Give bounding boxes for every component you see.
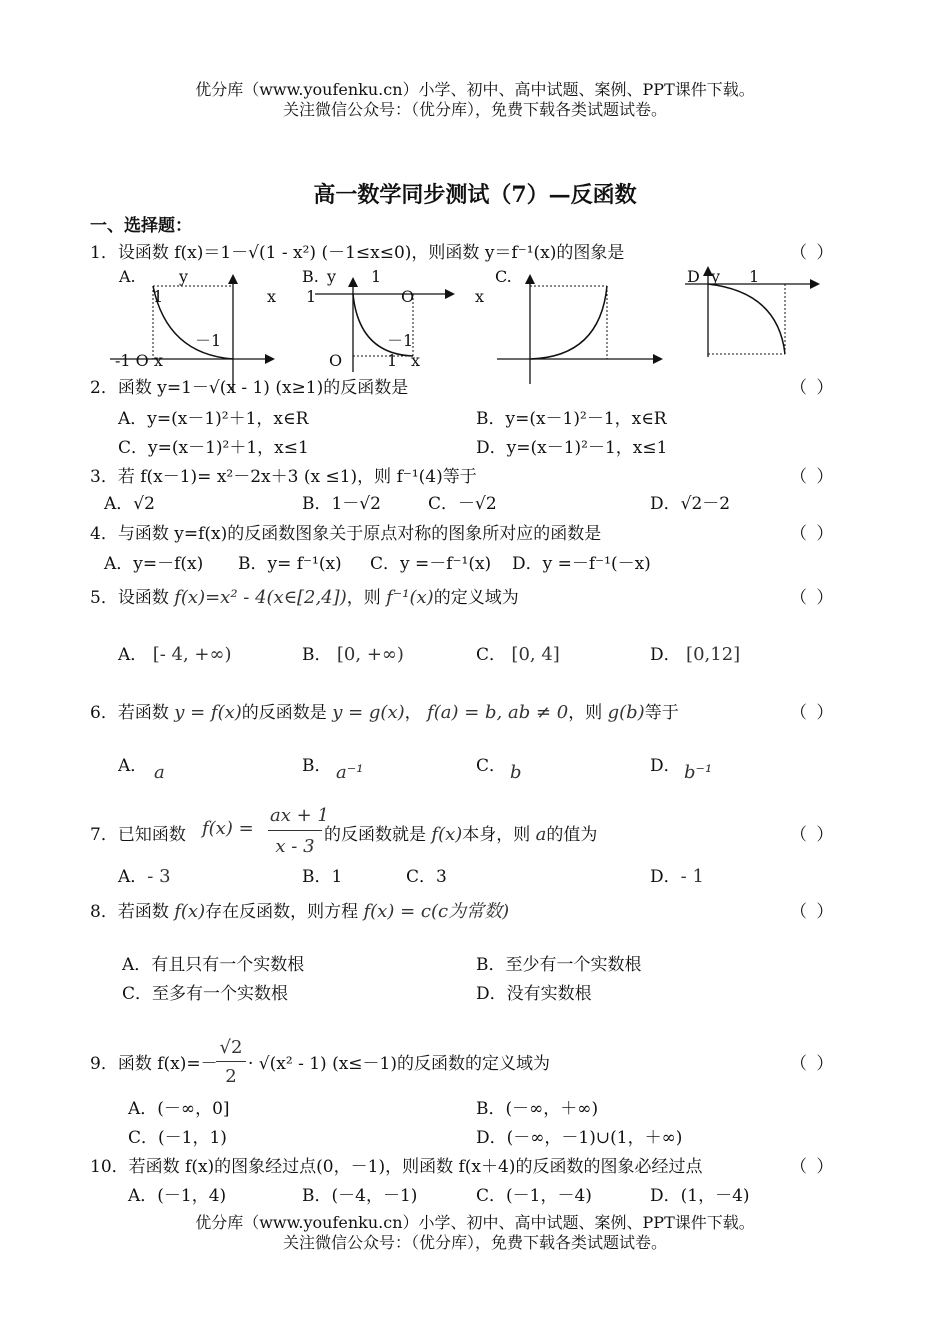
q6-math-y-g: y = g(x)	[332, 702, 405, 723]
graph-b-bottom-x: x	[411, 351, 421, 370]
graph-d-curve	[708, 284, 785, 354]
q2-answer-paren: （ ）	[790, 378, 836, 398]
graph-a-x-arrow	[265, 354, 275, 364]
q9-text-pre: 9．函数 f(x)=－	[90, 1054, 218, 1074]
q5-option-d	[650, 640, 740, 665]
q7-math-f: f(x) =	[202, 818, 254, 839]
q10-option-b: B．(－4，－1)	[302, 1186, 418, 1206]
graph-a-y-arrow	[228, 274, 238, 284]
q5-answer-paren: （ ）	[790, 588, 836, 608]
graph-d-y: y	[711, 267, 721, 286]
q3-option-a: A．√2	[104, 494, 155, 514]
header-line-2: 关注微信公众号：（优分库），免费下载各类试题试卷。	[282, 100, 667, 119]
q6-math-condition: f(a) = b, ab ≠ 0	[427, 702, 569, 723]
graph-d	[685, 266, 820, 357]
q10-option-a: A．(－1，4)	[128, 1186, 227, 1206]
q7-text-pre: 7．已知函数	[90, 825, 186, 845]
q10-option-d: D．(1，－4)	[650, 1186, 750, 1206]
q7-option-b: B．1	[302, 867, 343, 887]
graph-b-one2: 1	[306, 287, 317, 306]
q7-option-d-math: - 1	[680, 866, 704, 887]
q8-option-d: D．没有实数根	[476, 984, 592, 1004]
q5-option-a	[118, 640, 232, 665]
q5-option-b-label: B．	[302, 645, 332, 665]
q7-frac-numerator: ax + 1	[270, 805, 329, 826]
graph-b-y-arrow	[348, 277, 358, 287]
q4-option-b: B．y= f⁻¹(x)	[238, 554, 342, 574]
q6-sep: ，	[404, 703, 422, 723]
q6-answer-paren: （ ）	[790, 703, 836, 723]
q6-option-d: D．	[650, 756, 681, 776]
graph-a-label: A.	[119, 267, 136, 286]
q7-text-post: 的值为	[546, 825, 598, 845]
q5-math-function: f(x)=x² - 4(x∈[2,4])	[174, 587, 347, 608]
graph-b-O: O	[401, 287, 415, 306]
q7-option-a-label: A．	[118, 867, 148, 887]
q5-text-pre: 5．设函数	[90, 588, 169, 608]
graph-d-x-arrow	[810, 279, 820, 289]
q8-text-mid: 存在反函数，则方程	[205, 902, 359, 922]
q7-option-d	[650, 862, 704, 887]
q6-text-post: 等于	[644, 703, 679, 723]
q6-option-d-math: b⁻¹	[684, 762, 713, 783]
graph-b	[302, 267, 484, 372]
q8-line	[90, 897, 509, 923]
q7-option-d-label: D．	[650, 867, 681, 887]
q3-option-d: D．√2－2	[650, 494, 731, 514]
graph-b-bottom-o: O	[329, 351, 343, 370]
q6-math-gb: g(b)	[607, 702, 645, 723]
q6-line	[90, 698, 679, 723]
q9-answer-paren: （ ）	[790, 1054, 836, 1074]
q6-text-mid: 的反函数是	[241, 703, 327, 723]
graph-b-x-arrow	[445, 289, 455, 299]
q7-option-a-math: - 3	[147, 866, 171, 887]
graph-c	[495, 267, 663, 384]
q1-answer-paren: （ ）	[790, 243, 836, 263]
q9-option-b: B．(－∞，＋∞)	[476, 1099, 599, 1119]
q6-option-b: B．	[302, 756, 332, 776]
graph-a-x: x	[267, 287, 277, 306]
graph-a-neg-one: －1	[195, 331, 222, 350]
q8-text-pre: 8．若函数	[90, 902, 169, 922]
q2-text: 2．函数 y=1－√(x - 1) (x≥1)的反函数是	[90, 378, 409, 398]
q7-answer-paren: （ ）	[790, 825, 836, 845]
q5-option-c-math: [0, 4]	[511, 644, 560, 665]
q9-option-c: C．(－1，1)	[128, 1128, 227, 1148]
graph-a-bottom: -1 O x	[115, 351, 163, 370]
q8-math-equation: f(x) = c(c为常数)	[363, 901, 510, 922]
graph-b-neg-one: －1	[387, 331, 414, 350]
q6-text-mid2: ，则	[568, 703, 603, 723]
q6-option-c: C．	[476, 756, 507, 776]
graph-b-bottom-1: 1	[387, 351, 398, 370]
graph-c-label: C.	[495, 267, 512, 286]
q9-frac-numerator: √2	[219, 1037, 243, 1058]
q2-option-d: D．y=(x－1)²－1，x≤1	[476, 438, 668, 458]
graph-c-y-arrow	[525, 274, 535, 284]
q8-option-a: A．有且只有一个实数根	[122, 955, 305, 975]
q8-answer-paren: （ ）	[790, 902, 836, 922]
graph-c-x-arrow	[653, 354, 663, 364]
q10-option-c: C．(－1，－4)	[476, 1186, 592, 1206]
q5-option-a-label: A．	[118, 645, 148, 665]
q5-text-mid: ，则	[346, 588, 381, 608]
graph-b-label: B.	[302, 267, 319, 286]
q7-frac-denominator: x - 3	[275, 836, 315, 857]
q7-option-a	[118, 862, 171, 887]
q7-text-mid2: 本身，则	[462, 825, 531, 845]
q6-option-a-math: a	[154, 762, 165, 783]
graph-a-one: 1	[153, 287, 164, 306]
q2-option-a: A．y=(x－1)²＋1，x∈R	[118, 409, 309, 429]
q5-line	[90, 583, 519, 608]
q3-option-c: C．－√2	[428, 494, 497, 514]
q5-text-post: 的定义域为	[433, 588, 519, 608]
q9-option-d: D．(－∞，－1)∪(1，＋∞)	[476, 1128, 683, 1148]
q4-text: 4．与函数 y=f(x)的反函数图象关于原点对称的图象所对应的函数是	[90, 524, 602, 544]
q5-option-a-math: [- 4, +∞)	[152, 644, 232, 665]
graph-c-curve	[530, 286, 607, 359]
q2-option-b: B．y=(x－1)²－1，x∈R	[476, 409, 667, 429]
header-line-1: 优分库（www.youfenku.cn）小学、初中、高中试题、案例、PPT课件下载。	[195, 80, 755, 99]
q6-option-c-math: b	[510, 762, 522, 783]
q7-option-c: C．3	[406, 867, 447, 887]
q4-option-c: C．y =－f⁻¹(x)	[370, 554, 492, 574]
q4-answer-paren: （ ）	[790, 524, 836, 544]
graph-b-y: y	[327, 267, 337, 286]
q3-text: 3．若 f(x－1)= x²－2x＋3 (x ≤1)，则 f⁻¹(4)等于	[90, 467, 477, 487]
graph-b-x: x	[475, 287, 485, 306]
q1-text: 1．设函数 f(x)＝1－√(1 - x²) (－1≤x≤0)，则函数 y＝f⁻¹(x)的图象是	[90, 243, 625, 263]
q3-option-b: B．1－√2	[302, 494, 381, 514]
q8-option-b: B．至少有一个实数根	[476, 955, 642, 975]
q5-math-inverse: f⁻¹(x)	[386, 587, 434, 608]
q9-frac-bar	[216, 1061, 246, 1062]
q4-option-d: D．y =－f⁻¹(－x)	[512, 554, 651, 574]
q5-option-b	[302, 640, 404, 665]
q2-option-c: C．y=(x－1)²＋1，x≤1	[118, 438, 309, 458]
q4-option-a: A．y=－f(x)	[104, 554, 204, 574]
q7-math-a: a	[535, 824, 547, 845]
footer-line-2: 关注微信公众号：（优分库），免费下载各类试题试卷。	[282, 1233, 667, 1252]
graph-d-label: D	[687, 267, 700, 286]
graph-a-y: y	[179, 267, 189, 286]
q9-frac-denominator: 2	[225, 1066, 237, 1087]
q5-option-c	[476, 640, 560, 665]
graph-b-one: 1	[371, 267, 382, 286]
q10-answer-paren: （ ）	[790, 1157, 836, 1177]
page-title: 高一数学同步测试（7）—反函数	[313, 182, 637, 208]
q6-text-pre: 6．若函数	[90, 703, 169, 723]
q5-option-c-label: C．	[476, 645, 507, 665]
footer-line-1: 优分库（www.youfenku.cn）小学、初中、高中试题、案例、PPT课件下载。	[195, 1213, 755, 1232]
q7-math-fx: f(x)	[431, 824, 463, 845]
q5-option-b-math: [0, +∞)	[336, 644, 404, 665]
q8-option-c: C．至多有一个实数根	[122, 984, 289, 1004]
q7-text-mid: 的反函数就是	[324, 825, 426, 845]
graph-d-one: 1	[749, 267, 760, 286]
q9-option-a: A．(－∞，0]	[128, 1099, 230, 1119]
q5-option-d-math: [0,12]	[686, 644, 741, 665]
q9-text-post: · √(x² - 1) (x≤－1)的反函数的定义域为	[248, 1054, 550, 1074]
q6-option-a: A．	[118, 756, 148, 776]
q10-text: 10．若函数 f(x)的图象经过点(0，－1)，则函数 f(x＋4)的反函数的图象必经过点	[90, 1157, 703, 1177]
q3-answer-paren: （ ）	[790, 467, 836, 487]
q5-option-d-label: D．	[650, 645, 681, 665]
q7-frac-bar	[268, 830, 322, 831]
section-heading: 一、选择题：	[90, 216, 192, 236]
q6-option-b-math: a⁻¹	[336, 762, 364, 783]
q6-math-y-f: y = f(x)	[174, 702, 242, 723]
q7-line-rest	[324, 820, 597, 845]
q8-math-fx: f(x)	[174, 901, 206, 922]
